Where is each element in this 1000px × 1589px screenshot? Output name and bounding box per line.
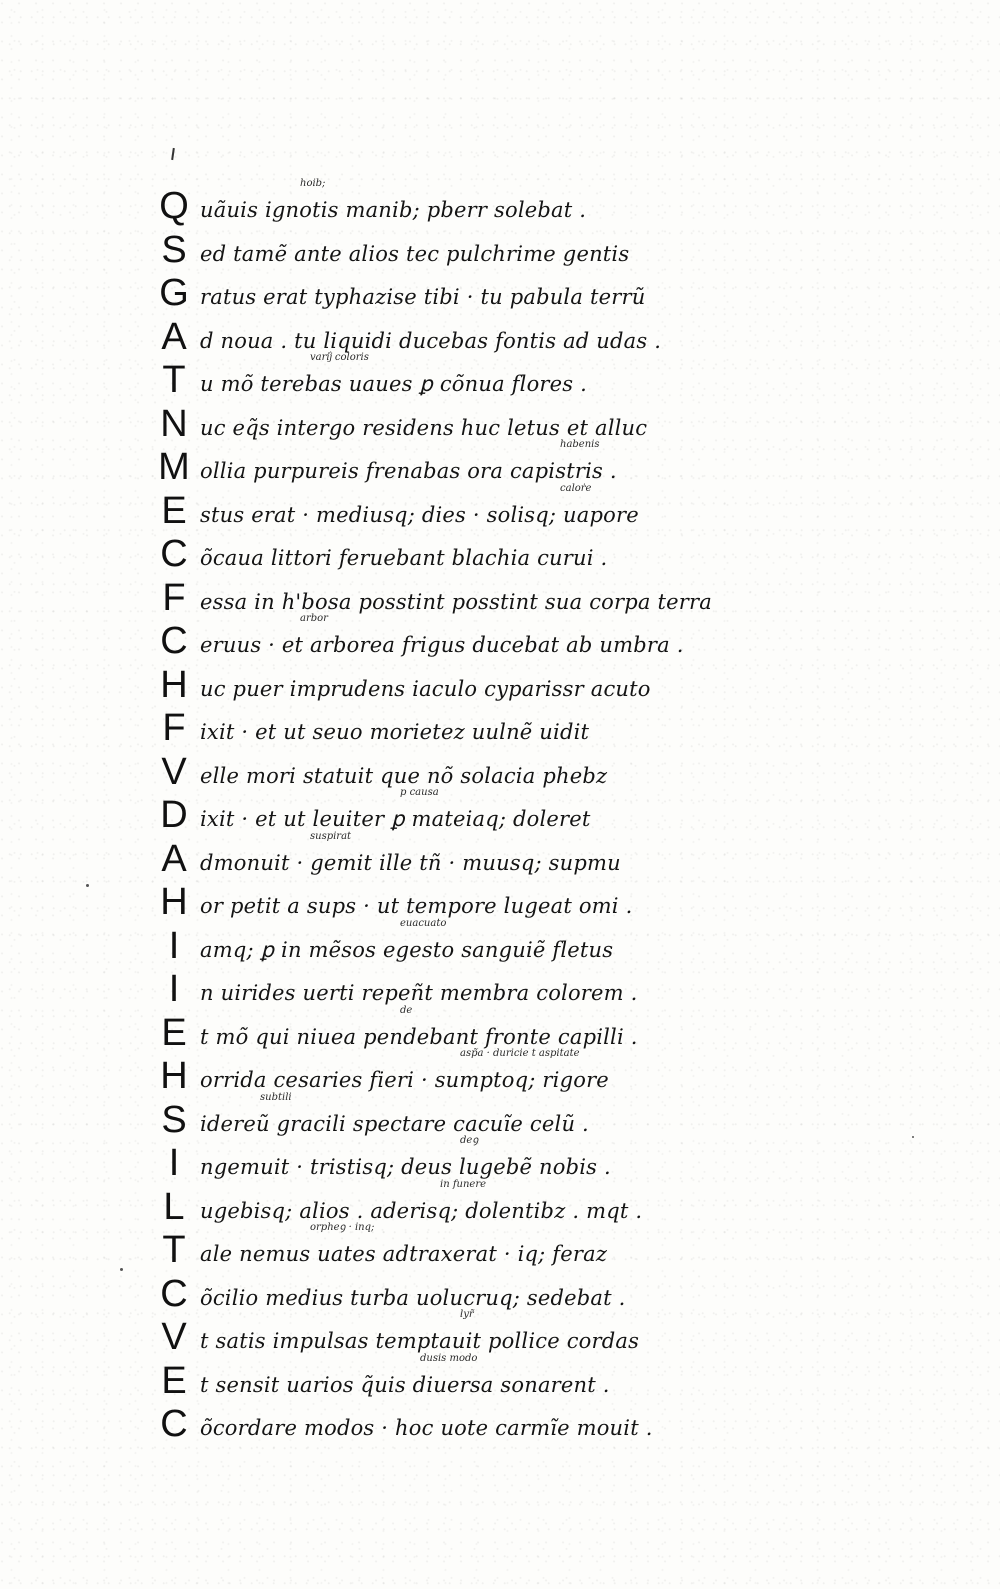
verse-initial: C	[160, 620, 188, 662]
verse-line	[0, 178, 1000, 228]
verse-text: stus erat · mediusq; dies · solisq; uapore	[200, 502, 639, 527]
verse-text: amq; ꝑ in mẽsos egesto sanguiẽ fletus	[200, 937, 614, 962]
verse-initial: V	[161, 1316, 187, 1358]
verse-initial: T	[162, 359, 186, 401]
verse-line	[0, 271, 1000, 315]
verse-initial: Q	[159, 185, 189, 227]
verse-line	[0, 1309, 1000, 1359]
verse-line	[0, 1178, 1000, 1229]
verse-initial: D	[160, 794, 188, 836]
verse-initial: C	[160, 1403, 188, 1445]
verse-line	[0, 1048, 1000, 1098]
verse-text: uãuis ignotis manib; pberr solebat .	[200, 198, 587, 222]
verse-line	[0, 576, 1000, 620]
verse-initial: L	[163, 1185, 185, 1228]
verse-initial: I	[168, 968, 180, 1010]
interlinear-gloss: deꝯ	[460, 1135, 479, 1146]
verse-initial: S	[161, 1098, 187, 1141]
interlinear-gloss: dusis modo	[420, 1352, 478, 1364]
verse-text: õcaua littori feruebant blachia curui .	[200, 546, 608, 570]
verse-initial: A	[161, 837, 187, 880]
verse-initial: S	[161, 228, 187, 271]
interlinear-gloss: habenis	[560, 439, 600, 450]
verse-initial: H	[160, 881, 188, 923]
verse-text: ixit · et ut seuo morietez uulnẽ uidit	[200, 720, 590, 744]
interlinear-gloss: arbor	[300, 613, 328, 624]
verse-text: dmonuit · gemit ille tñ · muusq; supmu	[200, 850, 621, 875]
interlinear-gloss: p causa	[400, 787, 439, 798]
verse-text: õcordare modos · hoc uote carmĩe mouit .	[200, 1416, 653, 1440]
verse-text: eruus · et arborea frigus ducebat ab umbra .	[200, 633, 684, 657]
interlinear-gloss: orpheꝯ · inq;	[310, 1222, 375, 1233]
verse-initial: F	[162, 707, 186, 749]
verse-initial: H	[160, 663, 188, 706]
verse-line	[0, 1402, 1000, 1446]
verse-initial: E	[161, 1359, 187, 1402]
interlinear-gloss: euacuato	[400, 917, 447, 929]
verse-line	[0, 402, 1000, 446]
interlinear-gloss: varĳ́ coloris	[310, 352, 369, 363]
verse-line	[0, 613, 1000, 663]
verse-initial: T	[162, 1229, 186, 1271]
verse-initial: N	[160, 402, 188, 445]
verse-line	[0, 228, 1000, 272]
verse-text: õcilio medius turba uolucruq; sedebat .	[200, 1285, 626, 1310]
verse-line	[0, 880, 1000, 924]
verse-text: uc eq̃s intergo residens huc letus et alluc	[200, 415, 648, 440]
verse-initial: C	[160, 1272, 188, 1315]
verse-line	[0, 532, 1000, 576]
verse-text: ugebisq; alios . aderisq; dolentibz . mqt .	[200, 1198, 643, 1223]
verse-initial: M	[158, 446, 190, 488]
verse-line	[0, 1352, 1000, 1403]
verse-line	[0, 706, 1000, 750]
interlinear-gloss: lyr̃	[460, 1309, 474, 1320]
verse-line	[0, 482, 1000, 533]
verse-line	[0, 750, 1000, 794]
verse-line	[0, 917, 1000, 968]
verse-initial: V	[161, 750, 187, 793]
verse-line	[0, 830, 1000, 881]
verse-line	[0, 1272, 1000, 1316]
verse-initial: E	[161, 1011, 187, 1054]
interlinear-gloss: asp̃a · duricie t aspitate	[460, 1048, 580, 1059]
verse-initial: C	[160, 533, 188, 575]
verse-initial: H	[160, 1055, 188, 1097]
verse-text: ed tamẽ ante alios tec pulchrime gentis	[200, 241, 630, 266]
verse-text: idereũ gracili spectare cacuĩe celũ .	[200, 1111, 589, 1136]
verse-text: uc puer imprudens iaculo cyparissr acuto	[200, 676, 651, 701]
verse-line	[0, 1135, 1000, 1185]
verse-text: orrida cesaries fieri · sumptoq; rigore	[200, 1068, 609, 1092]
verse-text: or petit a sups · ut tempore lugeat omi .	[200, 894, 633, 918]
verse-line	[0, 439, 1000, 489]
stray-pen-mark	[171, 148, 175, 160]
verse-text: t sensit uarios q̃uis diuersa sonarent .	[200, 1372, 610, 1397]
verse-text: ngemuit · tristisq; deus lugebẽ nobis .	[200, 1155, 611, 1179]
verse-text: essa in h'bosa posstint posstint sua corpa terra	[200, 589, 712, 614]
verse-initial: G	[159, 272, 189, 314]
verse-initial: E	[161, 489, 187, 532]
verse-text: ale nemus uates adtraxerat · iq; feraz	[200, 1242, 608, 1266]
verse-text: t mõ qui niuea pendebant fronte capilli .	[200, 1024, 638, 1049]
verse-line	[0, 1222, 1000, 1272]
verse-text: ixit · et ut leuiter ꝑ mateiaq; doleret	[200, 807, 591, 831]
interlinear-gloss: caloṙe	[560, 482, 592, 494]
verse-line	[0, 967, 1000, 1011]
verse-text: n uirides uerti repeñt membra colorem .	[200, 981, 638, 1005]
interlinear-gloss: subtili	[260, 1091, 292, 1103]
verse-line	[0, 315, 1000, 359]
interlinear-gloss: suspirat	[310, 830, 352, 842]
verse-initial: I	[168, 924, 180, 967]
verse-text: ratus erat typhazise tibi · tu pabula terrũ	[200, 285, 646, 309]
verse-line	[0, 663, 1000, 707]
verse-initial: F	[162, 576, 186, 619]
verse-text: elle mori statuit que nõ solacia phebz	[200, 763, 608, 788]
interlinear-gloss: de	[400, 1004, 413, 1016]
verse-initial: I	[168, 1142, 180, 1184]
interlinear-gloss: in funere	[440, 1178, 487, 1190]
verse-line	[0, 1091, 1000, 1142]
verse-initial: A	[161, 315, 187, 358]
verse-text: ollia purpureis frenabas ora capistris .	[200, 459, 617, 483]
verse-line	[0, 787, 1000, 837]
verse-text: u mõ terebas uaues ꝑ cõnua flores .	[200, 372, 588, 396]
interlinear-gloss: hoib;	[300, 178, 326, 189]
verse-text: t satis impulsas temptauit pollice cordas	[200, 1329, 640, 1353]
verse-text: d noua . tu liquidi ducebas fontis ad udas .	[200, 328, 662, 353]
verse-line	[0, 352, 1000, 402]
